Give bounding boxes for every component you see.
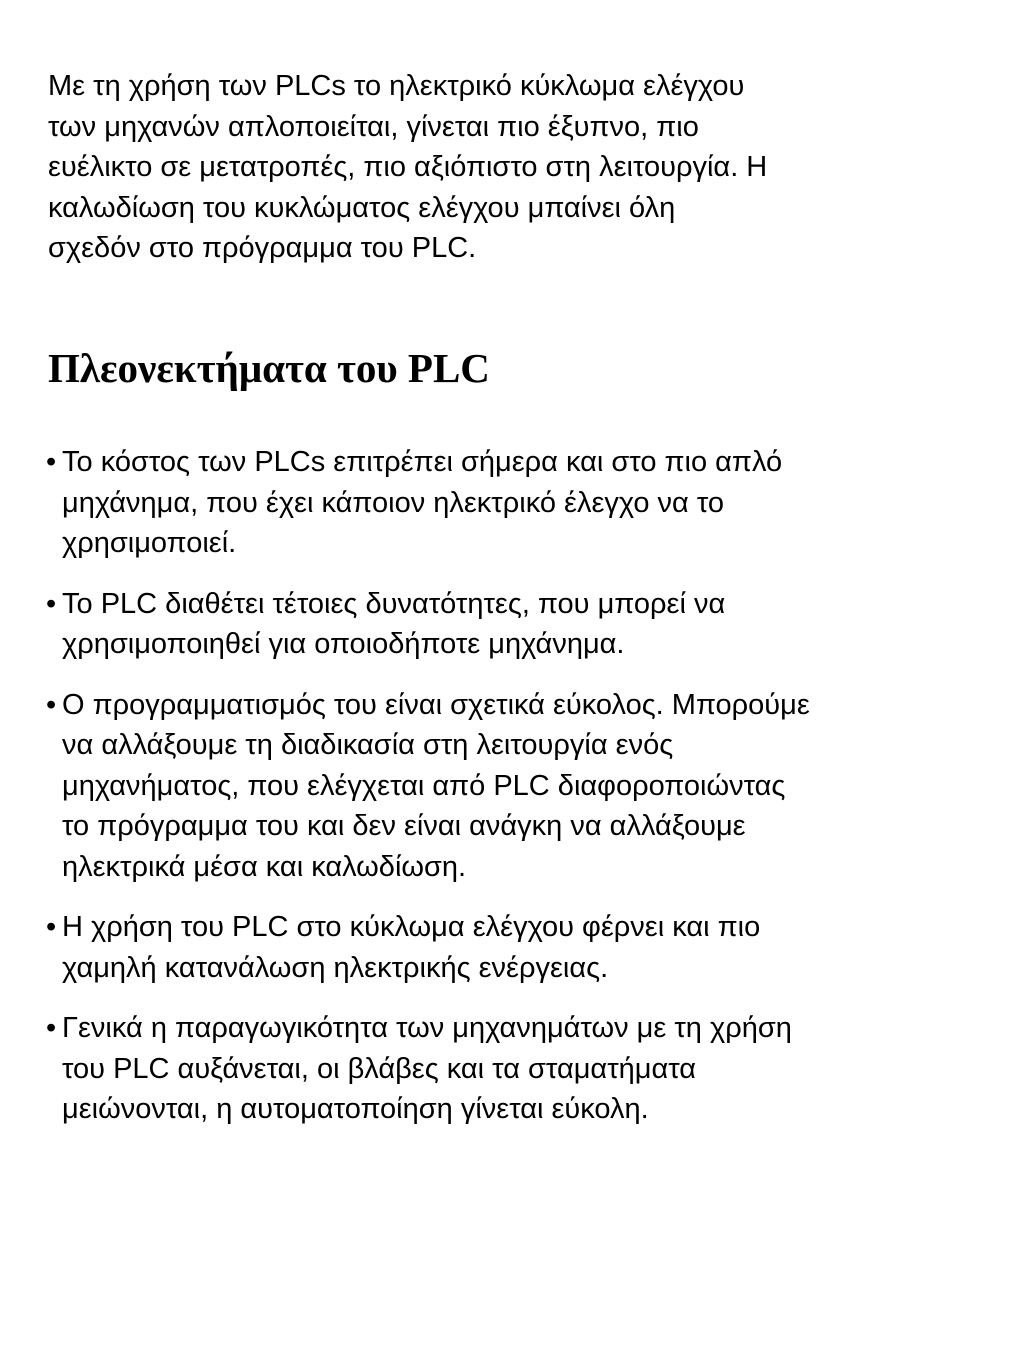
intro-paragraph — [48, 66, 948, 269]
list-item-line: Το κόστος των PLCs επιτρέπει σήμερα και στο πιο απλό — [62, 446, 783, 478]
bullet-icon: • — [46, 587, 57, 620]
list-item-line: μειώνονται, η αυτοματοποίηση γίνεται εύκολη. — [62, 1093, 649, 1125]
list-item-line: χαμηλή κατανάλωση ηλεκτρικής ενέργειας. — [62, 951, 609, 984]
list-item-text — [62, 584, 1006, 665]
intro-line: σχεδόν στο πρόγραμμα του PLC. — [48, 232, 477, 264]
list-item-line: το πρόγραμμα του και δεν είναι ανάγκη να αλλάξουμε — [62, 810, 746, 842]
list-item-line: να αλλάξουμε τη διαδικασία στη λειτουργία ενός — [62, 729, 674, 761]
list-item-line: Γενικά η παραγωγικότητα των μηχανημάτων με τη χρήση — [62, 1012, 792, 1044]
list-item — [46, 584, 1006, 665]
advantages-list — [46, 442, 1006, 1150]
list-item-line: χρησιμοποιεί. — [62, 527, 237, 559]
bullet-icon: • — [46, 1012, 57, 1044]
bullet-icon: • — [46, 911, 57, 943]
list-item — [46, 685, 1006, 888]
list-item-line: μηχανήματος, που ελέγχεται από PLC διαφοροποιώντας — [62, 769, 786, 802]
list-item-text — [62, 685, 1006, 888]
list-item-line: Η χρήση του PLC στο κύκλωμα ελέγχου φέρνει και πιο — [62, 911, 761, 943]
list-item-text — [62, 907, 1006, 988]
list-item-line: χρησιμοποιηθεί για οποιοδήποτε μηχάνημα. — [62, 628, 625, 660]
list-item — [46, 907, 1006, 988]
bullet-icon: • — [46, 446, 57, 478]
intro-line: καλωδίωση του κυκλώματος ελέγχου μπαίνει όλη — [48, 191, 676, 224]
intro-line: Με τη χρήση των PLCs το ηλεκτρικό κύκλωμα ελέγχου — [48, 70, 745, 102]
list-item — [46, 442, 1006, 564]
list-item — [46, 1008, 1006, 1130]
list-item-line: μηχάνημα, που έχει κάποιον ηλεκτρικό έλεγχο να το — [62, 486, 725, 519]
list-item-line: Το PLC διαθέτει τέτοιες δυνατότητες, που μπορεί να — [62, 587, 726, 620]
list-item-text — [62, 442, 1006, 564]
bullet-icon: • — [46, 688, 57, 721]
list-item-line: Ο προγραμματισμός του είναι σχετικά εύκολος. Μπορούμε — [62, 688, 810, 721]
intro-line: των μηχανών απλοποιείται, γίνεται πιο έξυπνο, πιο — [48, 110, 699, 143]
list-item-line: του PLC αυξάνεται, οι βλάβες και τα σταματήματα — [62, 1052, 697, 1085]
section-heading: Πλεονεκτήματα του PLC — [48, 345, 490, 391]
list-item-line: ηλεκτρικά μέσα και καλωδίωση. — [62, 850, 467, 883]
intro-line: ευέλικτο σε μετατροπές, πιο αξιόπιστο στη λειτουργία. Η — [48, 151, 768, 183]
list-item-text — [62, 1008, 1006, 1130]
